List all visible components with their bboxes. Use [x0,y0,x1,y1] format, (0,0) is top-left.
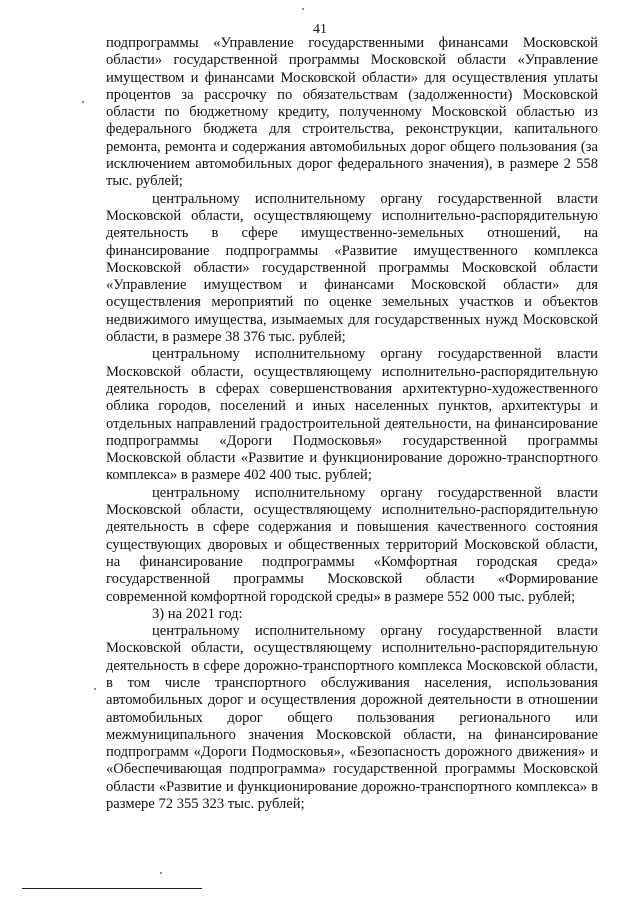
footnote-divider [22,888,202,889]
scan-artifact-dot [82,101,84,103]
scan-artifact-dot [94,688,96,690]
paragraph-urban-environment: центральному исполнительному органу государственной власти Московской области, осуществляющему исполнительно-распорядительную деятельность в сфере содержания и повышения качественного состояния существующих дворовых и общественных территорий Московской области, на финансирование подпрограммы «Комфортная городская среда» государственной программы Московской области «Формирование современной комфортной городской среды» в размере 552 000 тыс. рублей; [106,484,598,605]
paragraph-architecture: центральному исполнительному органу государственной власти Московской области, осуществляющему исполнительно-распорядительную деятельность в сферах совершенствования архитектурно-художественного облика городов, поселений и иных населенных пунктов, архитектуры и отдельных направлений градостроительной деятельности, на финансирование подпрограммы «Дороги Подмосковья» государственной программы Московской области «Развитие и функционирование дорожно-транспортного комплекса» в размере 402 400 тыс. рублей; [106,346,598,484]
paragraph-year-heading: 3) на 2021 год: [152,605,243,622]
scan-artifact-dot [302,8,304,10]
paragraph-property-land-relations: центральному исполнительному органу государственной власти Московской области, осуществляющему исполнительно-распорядительную деятельность в сфере имущественно-земельных отношений, на финансирование подпрограммы «Развитие имущественного комплекса Московской области» государственной программы Московской области «Управление имуществом и финансами Московской области» для осуществления мероприятий по оценке земельных участков и объектов недвижимого имущества, изымаемых для государственных нужд Московской области, в размере 38 376 тыс. рублей; [106,190,598,346]
page-number: 41 [313,22,327,37]
paragraph-road-transport: центральному исполнительному органу государственной власти Московской области, осуществляющему исполнительно-распорядительную деятельность в сфере дорожно-транспортного комплекса Московской области, в том числе транспортного обслуживания населения, использования автомобильных дорог и осуществления дорожной деятельности в отношении автомобильных дорог общего пользования регионального или межмуниципального значения Московской области, на финансирование подпрограмм «Дороги Подмосковья», «Безопасность дорожного движения» и «Обеспечивающая подпрограмма» государственной программы Московской области «Развитие и функционирование дорожно-транспортного комплекса» в размере 72 355 323 тыс. рублей; [106,623,598,813]
document-body [106,35,598,813]
scan-artifact-dot [160,872,162,874]
paragraph-continuation: подпрограммы «Управление государственными финансами Московской области» государственной программы Московской области «Управление имуществом и финансами Московской области» для осуществления уплаты процентов за рассрочку по обязательствам (задолженности) Московской области по бюджетному кредиту, полученному Московской областью из федерального бюджета для строительства, реконструкции, капитального ремонта, ремонта и содержания автомобильных дорог общего пользования (за исключением автомобильных дорог федерального значения), в размере 2 558 тыс. рублей; [106,35,598,190]
